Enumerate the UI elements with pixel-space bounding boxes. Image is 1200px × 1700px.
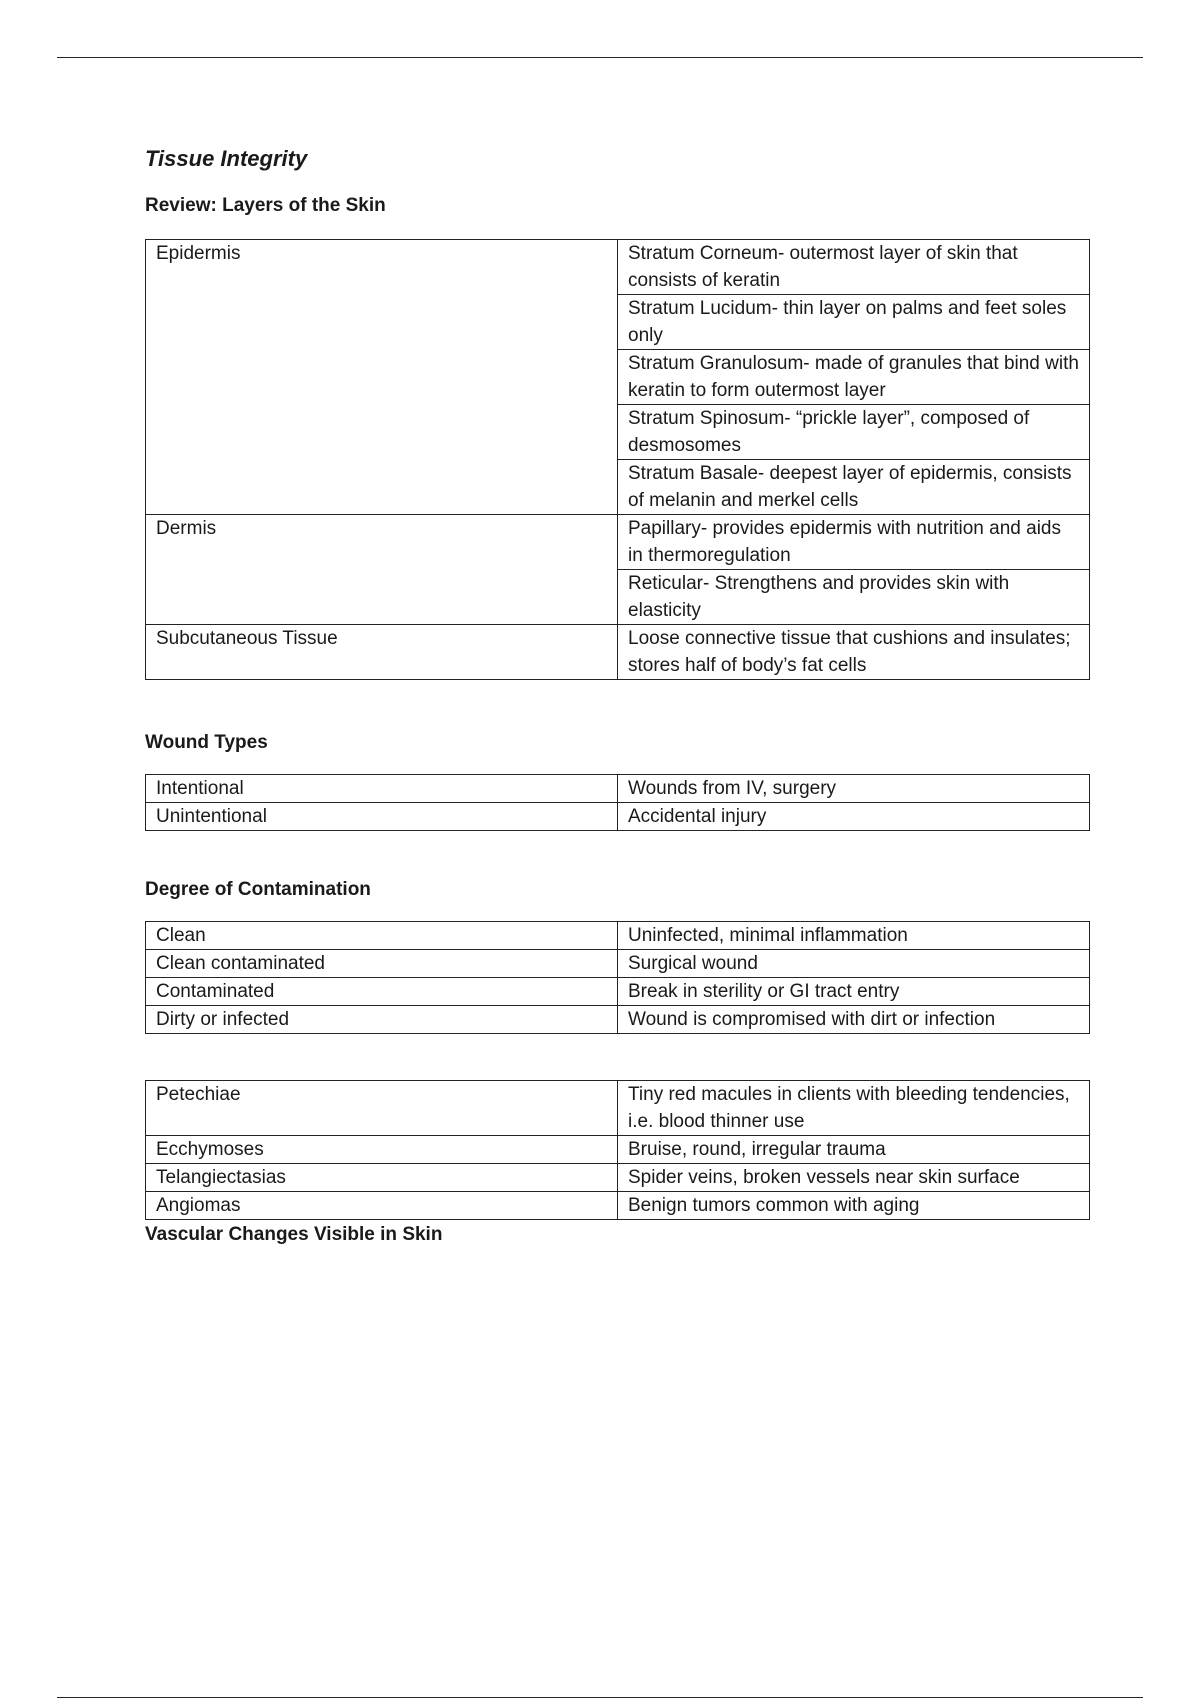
stratum-lucidum-cell: Stratum Lucidum- thin layer on palms and feet soles only [618,295,1090,350]
vascular-changes-table [145,1080,1090,1220]
contamination-desc: Uninfected, minimal inflammation [618,922,1090,950]
contamination-term: Contaminated [146,978,618,1006]
vascular-term: Angiomas [146,1192,618,1220]
contamination-table [145,921,1090,1034]
table-row [146,1081,1090,1136]
wound-types-table [145,774,1090,831]
table-row [146,1164,1090,1192]
contamination-term: Clean contaminated [146,950,618,978]
wound-type-desc: Accidental injury [618,803,1090,831]
contamination-desc: Surgical wound [618,950,1090,978]
contamination-desc: Break in sterility or GI tract entry [618,978,1090,1006]
wound-type-desc: Wounds from IV, surgery [618,775,1090,803]
table-row [146,1192,1090,1220]
vascular-term: Ecchymoses [146,1136,618,1164]
wound-type-term: Unintentional [146,803,618,831]
contamination-term: Dirty or infected [146,1006,618,1034]
table-row [146,803,1090,831]
vascular-changes-caption: Vascular Changes Visible in Skin [145,1224,443,1245]
papillary-cell: Papillary- provides epidermis with nutrition and aids in thermoregulation [618,515,1090,570]
wound-type-term: Intentional [146,775,618,803]
header-rule [57,57,1143,58]
epidermis-cell: Epidermis [146,240,618,515]
vascular-desc: Spider veins, broken vessels near skin surface [618,1164,1090,1192]
table-row [146,950,1090,978]
stratum-granulosum-cell: Stratum Granulosum- made of granules that bind with keratin to form outermost layer [618,350,1090,405]
vascular-desc: Bruise, round, irregular trauma [618,1136,1090,1164]
table-row [146,922,1090,950]
stratum-corneum-cell: Stratum Corneum- outermost layer of skin that consists of keratin [618,240,1090,295]
table-row [146,1136,1090,1164]
table-row [146,625,1090,680]
table-row [146,1006,1090,1034]
contamination-desc: Wound is compromised with dirt or infection [618,1006,1090,1034]
page-title: Tissue Integrity [145,146,308,171]
vascular-term: Petechiae [146,1081,618,1136]
contamination-heading: Degree of Contamination [145,879,371,900]
table-row [146,775,1090,803]
stratum-spinosum-cell: Stratum Spinosum- “prickle layer”, composed of desmosomes [618,405,1090,460]
vascular-desc: Benign tumors common with aging [618,1192,1090,1220]
table-row [146,515,1090,570]
dermis-cell: Dermis [146,515,618,625]
stratum-basale-cell: Stratum Basale- deepest layer of epidermis, consists of melanin and merkel cells [618,460,1090,515]
skin-layers-heading: Review: Layers of the Skin [145,195,386,216]
reticular-cell: Reticular- Strengthens and provides skin with elasticity [618,570,1090,625]
vascular-desc: Tiny red macules in clients with bleeding tendencies, i.e. blood thinner use [618,1081,1090,1136]
vascular-term: Telangiectasias [146,1164,618,1192]
contamination-term: Clean [146,922,618,950]
footer-rule [57,1697,1143,1698]
wound-types-heading: Wound Types [145,732,268,753]
subcutaneous-cell: Subcutaneous Tissue [146,625,618,680]
skin-layers-table [145,239,1090,680]
subcutaneous-description-cell: Loose connective tissue that cushions and insulates; stores half of body’s fat cells [618,625,1090,680]
table-row [146,978,1090,1006]
table-row [146,240,1090,295]
